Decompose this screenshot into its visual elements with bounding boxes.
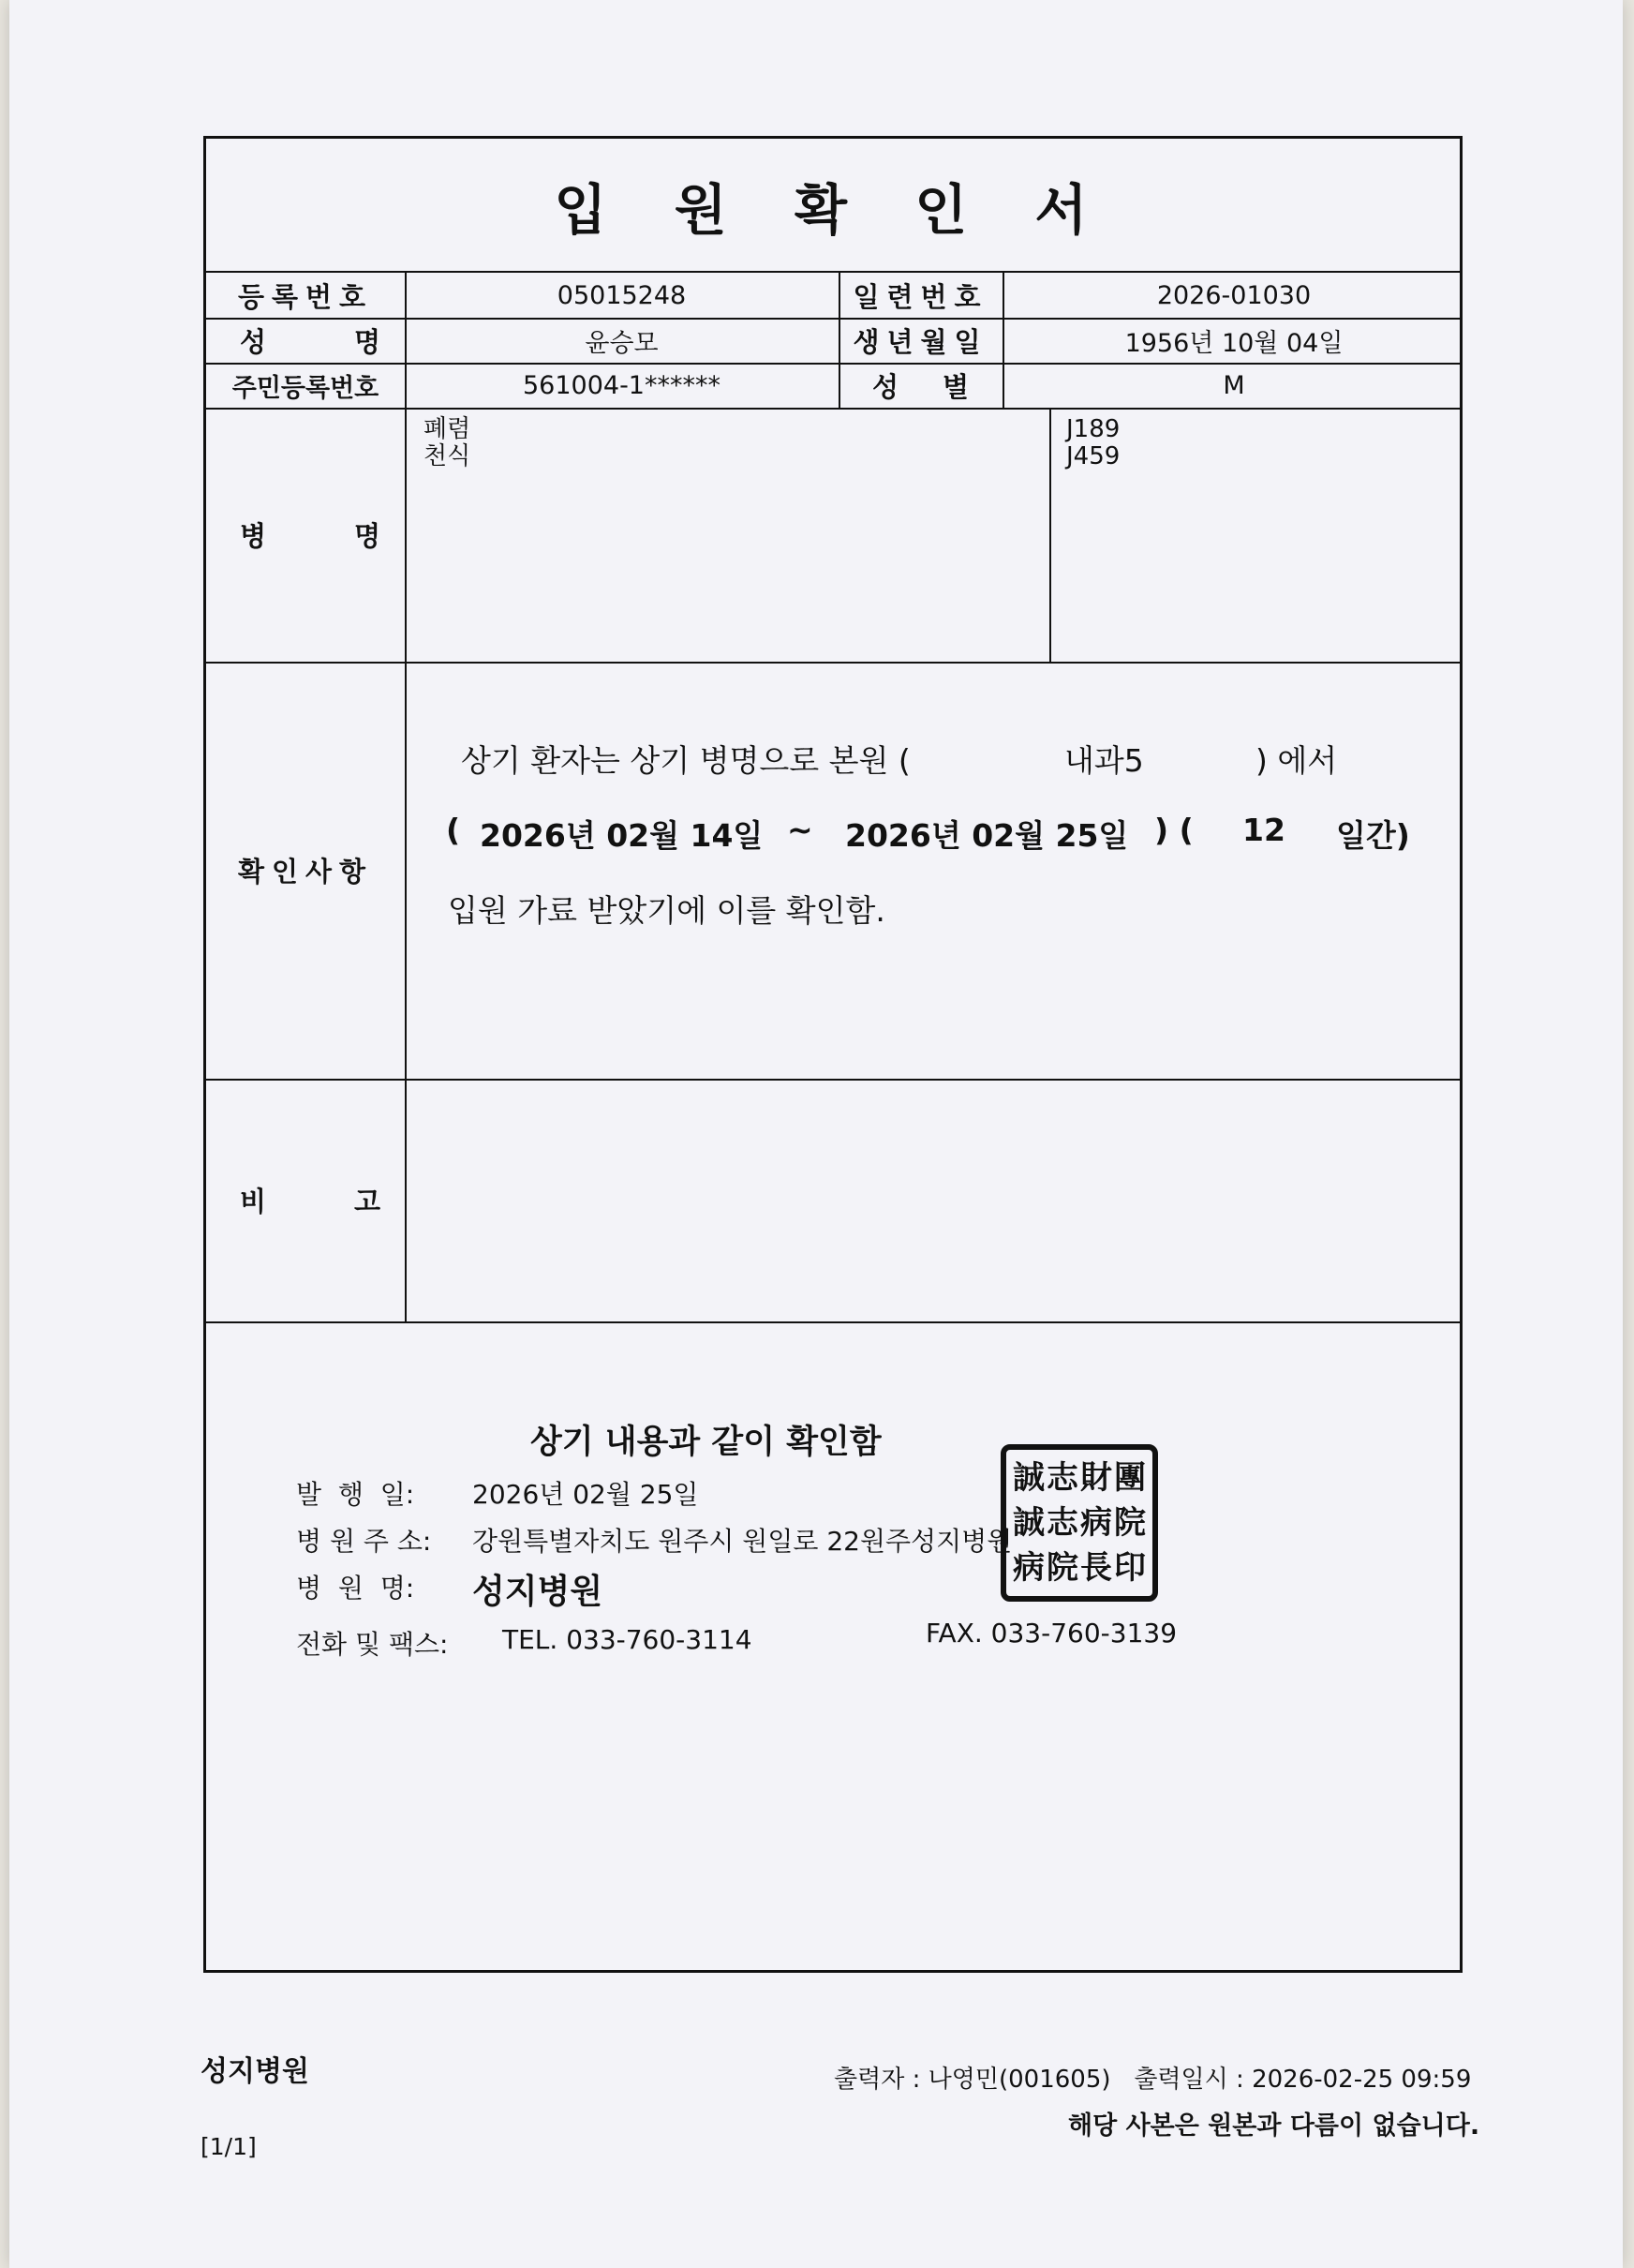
document-title: 입 원 확 인 서 <box>206 139 1460 273</box>
sex-value: M <box>1223 370 1245 400</box>
diagnosis-codes <box>1066 416 1120 470</box>
name-value: 윤승모 <box>585 328 659 358</box>
copy-certification-note: 해당 사본은 원본과 다름이 없습니다. <box>1068 2111 1480 2141</box>
diagnosis-label-part: 병 <box>240 520 267 552</box>
seal-char: 院 <box>1114 1504 1146 1542</box>
seal-char: 團 <box>1114 1459 1146 1497</box>
seal-char: 院 <box>1047 1549 1078 1587</box>
name-label-part: 성 <box>240 325 267 358</box>
confirmation-statement: 상기 내용과 같이 확인함 <box>530 1424 882 1461</box>
rrn-value: 561004-1****** <box>523 370 720 400</box>
remarks-value <box>405 1079 1465 1321</box>
diagnosis-name: 폐렴 <box>423 415 471 443</box>
confirmation-line-1 <box>461 737 911 781</box>
page-number: [1/1] <box>201 2133 257 2160</box>
contact-label: 전화 및 팩스: <box>296 1629 449 1660</box>
footer-hospital-name: 성지병원 <box>201 2055 309 2088</box>
diagnosis-names <box>423 416 470 470</box>
serial-no-value: 2026-01030 <box>1156 280 1312 310</box>
seal-char: 誠 <box>1013 1504 1045 1542</box>
reg-no-label: 등록번호 <box>237 280 374 313</box>
department: 내과5 <box>1064 742 1144 779</box>
date-range-tilde: ~ <box>787 812 813 848</box>
diagnosis-name: 천식 <box>423 442 471 470</box>
admission-days: 12 <box>1242 812 1285 848</box>
days-unit: 일간) <box>1336 817 1410 854</box>
sex-label <box>839 363 1003 408</box>
line1-prefix: 상기 환자는 상기 병명으로 본원 ( <box>461 742 911 779</box>
serial-no-label: 일련번호 <box>853 280 988 313</box>
remarks-label-part: 고 <box>353 1186 380 1217</box>
document-page <box>9 0 1623 2268</box>
hospital-address: 강원특별자치도 원주시 원일로 22원주성지병원 <box>472 1526 1013 1557</box>
col-divider <box>1049 408 1051 662</box>
admission-certificate-form <box>203 136 1463 1973</box>
dob-label: 생년월일 <box>853 325 988 358</box>
seal-char: 長 <box>1080 1549 1112 1587</box>
reg-no-value: 05015248 <box>557 280 687 310</box>
sex-label-part: 성 <box>872 370 899 403</box>
line1-suffix: ) 에서 <box>1255 742 1338 779</box>
remarks-label-part: 비 <box>240 1186 267 1217</box>
seal-char: 誠 <box>1013 1459 1045 1497</box>
diagnosis-label <box>206 408 405 662</box>
diagnosis-code: J459 <box>1066 442 1121 470</box>
diagnosis-code: J189 <box>1066 415 1121 443</box>
mid-paren: ) ( <box>1154 812 1194 848</box>
hospital-name: 성지병원 <box>472 1573 603 1611</box>
seal-char: 印 <box>1114 1549 1146 1587</box>
name-label <box>206 318 405 363</box>
hospital-name-label: 병 원 명: <box>296 1573 415 1604</box>
remarks-label <box>206 1079 405 1321</box>
confirmation-line-3: 입원 가료 받았기에 이를 확인함. <box>448 892 885 929</box>
address-label: 병 원 주 소: <box>296 1526 432 1557</box>
sex-label-part: 별 <box>942 370 969 403</box>
open-paren: ( <box>446 812 461 848</box>
tel-number: TEL. 033-760-3114 <box>502 1624 752 1655</box>
seal-char: 志 <box>1047 1504 1078 1542</box>
admission-start-date: 2026년 02월 14일 <box>480 817 764 854</box>
seal-char: 志 <box>1047 1459 1078 1497</box>
seal-char: 病 <box>1080 1504 1112 1542</box>
confirmation-label: 확인사항 <box>237 856 374 888</box>
issue-date-label: 발 행 일: <box>296 1479 415 1510</box>
dob-value: 1956년 10월 04일 <box>1124 328 1344 358</box>
diagnosis-label-part: 명 <box>353 520 380 552</box>
rrn-label: 주민등록번호 <box>231 373 379 403</box>
admission-end-date: 2026년 02월 25일 <box>845 817 1129 854</box>
name-label-part: 명 <box>353 325 380 358</box>
seal-char: 財 <box>1080 1459 1112 1497</box>
seal-char: 病 <box>1013 1549 1045 1587</box>
row-divider <box>206 1321 1460 1323</box>
print-info: 출력자 : 나영민(001605) 출력일시 : 2026-02-25 09:59 <box>834 2066 1472 2094</box>
hospital-seal <box>1001 1444 1158 1602</box>
issue-date: 2026년 02월 25일 <box>472 1479 699 1510</box>
fax-number: FAX. 033-760-3139 <box>926 1618 1178 1649</box>
